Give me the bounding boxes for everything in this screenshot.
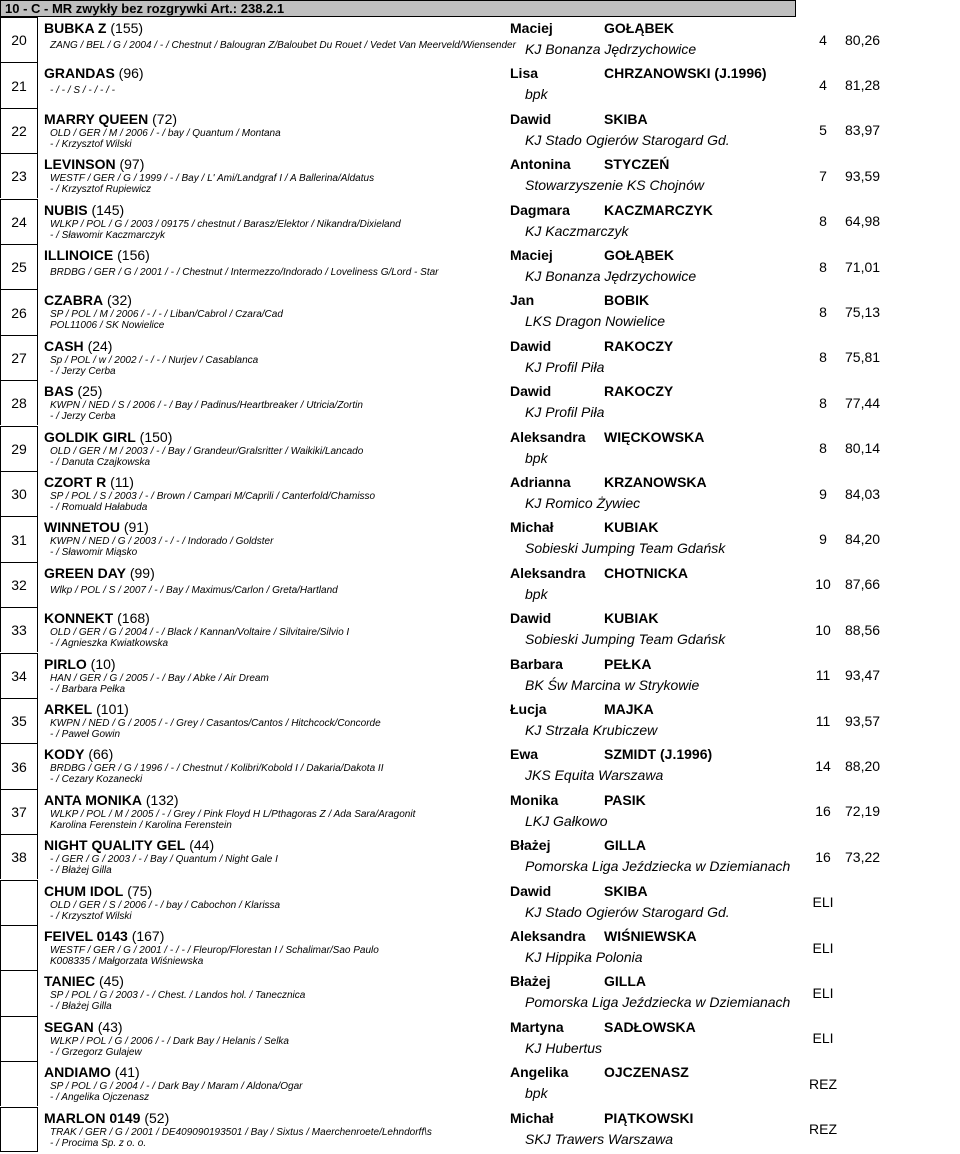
horse-owner: - / Grzegorz Gulajew [50,1046,142,1058]
result-row [0,880,960,925]
place-cell: 30 [0,471,38,516]
rider-first-name: Dawid [510,110,552,127]
horse-name [44,111,177,127]
result-row [0,1061,960,1106]
horse-number: (10) [90,655,116,672]
rider-first-name: Jan [510,292,535,309]
result-row [0,289,960,334]
horse-number: (97) [119,156,145,173]
horse-name [44,20,143,36]
horse-name [44,156,144,172]
horse-number: (25) [77,383,103,400]
horse-details: OLD / GER / M / 2003 / - / Bay / Grandeur/Gralsritter / Waikiki/Lancado [50,445,364,457]
horse-details: OLD / GER / M / 2006 / - / bay / Quantum / Montana [50,127,281,139]
rider-club: KJ Strzała Krubiczew [525,722,658,738]
horse-details: Sp / POL / w / 2002 / - / - / Nurjev / Casablanca [50,354,259,366]
horse-name [44,701,129,717]
rider-club: KJ Hubertus [525,1039,603,1056]
rider-club: KJ Bonanza Jędrzychowice [525,41,697,57]
horse-number: (101) [96,701,129,717]
rider-first-name: Błażej [510,973,551,990]
time-cell: 73,22 [845,848,881,865]
horse-number: (44) [189,837,215,854]
horse-title: GREEN DAY [44,564,126,581]
horse-details: SP / POL / G / 2004 / - / Dark Bay / Maram / Aldona/Ogar [50,1081,303,1093]
place-cell: 24 [0,199,38,244]
horse-title: NIGHT QUALITY GEL [44,837,186,854]
penalty-cell: 4 [819,31,827,48]
horse-title: PIRLO [44,655,87,672]
rider-last-name: MAJKA [604,701,654,717]
result-row [0,380,960,425]
rider-club: Pomorska Liga Jeździecka w Dziemianach [525,994,791,1011]
time-cell: 93,59 [845,167,881,184]
horse-title: CASH [44,337,84,354]
horse-number: (72) [152,110,178,127]
place-cell: 22 [0,108,38,153]
horse-owner: - / Błażej Gilla [50,1001,112,1013]
horse-owner: - / Sławomir Kaczmarczyk [50,229,166,241]
place-cell: 27 [0,335,38,380]
rider-first-name: Lisa [510,65,539,82]
horse-name [44,792,179,808]
horse-owner: - / Błażej Gilla [50,865,112,877]
horse-title: NUBIS [44,201,88,218]
result-row [0,743,960,788]
rider-club: KJ Bonanza Jędrzychowice [525,268,697,284]
horse-details: BRDBG / GER / G / 1996 / - / Chestnut / Kolibri/Kobold I / Dakaria/Dakota II [50,763,384,775]
place-cell: 28 [0,380,38,425]
horse-title: GOLDIK GIRL [44,428,136,445]
time-cell: 83,97 [845,122,881,139]
horse-title: KODY [44,746,85,763]
horse-details: WESTF / GER / G / 1999 / - / Bay / L' Ami/Landgraf I / A Ballerina/Aldatus [50,173,375,185]
rider-first-name: Aleksandra [510,928,586,944]
rider-last-name: CHRZANOWSKI (J.1996) [604,65,767,82]
penalty-cell: 7 [819,167,827,184]
rider-club: Sobieski Jumping Team Gdańsk [525,540,726,557]
rider-club: bpk [525,1085,548,1102]
rider-first-name: Monika [510,791,559,808]
horse-title: FEIVEL 0143 [44,928,128,944]
horse-owner: - / Angelika Ojczenasz [50,1092,150,1104]
rider-first-name: Dawid [510,610,552,627]
rider-last-name: OJCZENASZ [604,1064,689,1081]
rider-first-name: Dawid [510,882,552,899]
rider-first-name: Dawid [510,383,552,400]
horse-details: WESTF / GER / G / 2001 / - / - / Fleurop/Florestan I / Schalimar/Sao Paulo [50,945,379,956]
horse-title: BAS [44,383,74,400]
horse-title: CZABRA [44,292,104,309]
place-cell: 32 [0,562,38,607]
rider-last-name: SKIBA [604,882,648,899]
rider-club: KJ Kaczmarczyk [525,222,629,239]
penalty-cell: 8 [819,213,827,230]
place-cell: 36 [0,743,38,788]
horse-number: (43) [97,1018,123,1035]
rider-club: Stowarzyszenie KS Chojnów [525,177,704,194]
horse-details: SP / POL / M / 2006 / - / - / Liban/Cabrol / Czara/Cad [50,309,283,321]
horse-name [44,519,149,535]
time-cell: 77,44 [845,394,881,411]
horse-details: SP / POL / S / 2003 / - / Brown / Campari M/Caprili / Canterfold/Chamisso [50,491,376,502]
horse-title: CZORT R [44,474,107,490]
horse-number: (91) [123,519,149,536]
horse-number: (145) [91,201,125,218]
horse-number: (41) [114,1064,140,1081]
horse-details: ZANG / BEL / G / 2004 / - / Chestnut / Balougran Z/Baloubet Du Rouet / Vedet Van Meerveld/Wiensender [50,40,516,51]
penalty-cell: 8 [819,258,827,275]
horse-owner: K008335 / Małgorzata Wiśniewska [50,956,204,967]
time-cell: 88,56 [845,621,881,638]
rider-last-name: GOŁĄBEK [604,247,674,263]
rider-last-name: KACZMARCZYK [604,201,713,218]
rider-last-name: WIŚNIEWSKA [604,928,697,944]
result-row [0,653,960,698]
rider-club: Sobieski Jumping Team Gdańsk [525,631,726,648]
rider-last-name: KUBIAK [604,519,659,536]
time-cell: 75,13 [845,304,881,321]
result-row [0,562,960,607]
place-cell: 33 [0,607,38,652]
horse-owner: - / Krzysztof Wilski [50,910,132,922]
rider-club: LKS Dragon Nowielice [525,313,666,330]
horse-title: LEVINSON [44,156,116,173]
time-cell: 71,01 [845,258,881,275]
rider-club: SKJ Trawers Warszawa [525,1130,674,1147]
penalty-cell: 11 [815,712,831,729]
horse-details: TRAK / GER / G / 2001 / DE409090193501 / Bay / Sixtus / Maerchenroete/Lehndorff\s [50,1126,432,1138]
rider-first-name: Dagmara [510,201,570,218]
result-row [0,789,960,834]
rider-last-name: KUBIAK [604,610,659,627]
penalty-cell: 16 [815,848,831,865]
penalty-cell: 10 [815,576,831,593]
rider-last-name: SZMIDT (J.1996) [604,746,713,763]
horse-owner: Karolina Ferenstein / Karolina Ferenstein [50,819,232,831]
horse-number: (96) [118,65,144,82]
results-table [0,17,960,1154]
horse-details: KWPN / NED / G / 2005 / - / Grey / Casantos/Cantos / Hitchcock/Concorde [50,718,381,729]
horse-title: ANTA MONIKA [44,791,142,808]
rider-first-name: Aleksandra [510,564,586,581]
horse-number: (168) [117,610,150,627]
result-row [0,607,960,652]
horse-number: (45) [98,973,124,990]
penalty-cell: 8 [819,304,827,321]
place-cell [0,880,38,925]
horse-details: WLKP / POL / G / 2006 / - / Dark Bay / Helanis / Selka [50,1035,289,1047]
result-row [0,108,960,153]
time-cell: 88,20 [845,758,881,775]
horse-number: (32) [107,292,132,309]
horse-number: (155) [110,20,144,36]
horse-name [44,383,102,399]
horse-number: (150) [139,428,173,445]
penalty-cell: 11 [815,667,831,684]
horse-name [44,429,172,445]
horse-number: (75) [127,882,153,899]
penalty-cell: 9 [819,485,827,502]
place-cell [0,970,38,1015]
result-row [0,199,960,244]
rider-first-name: Dawid [510,337,552,354]
horse-name [44,565,155,581]
place-cell [0,1061,38,1106]
place-cell: 34 [0,653,38,698]
rider-club: Pomorska Liga Jeździecka w Dziemianach [525,858,791,875]
penalty-cell: 8 [819,394,827,411]
rider-first-name: Łucja [510,701,547,717]
rider-first-name: Maciej [510,247,553,263]
result-row [0,335,960,380]
time-cell: 64,98 [845,213,881,230]
status-cell: REZ [809,1075,837,1092]
horse-name [44,928,164,944]
place-cell [0,925,38,970]
results-header: 10 - C - MR zwykły bez rozgrywki Art.: 238.2.1 [0,0,796,17]
horse-details: KWPN / NED / S / 2006 / - / Bay / Padinus/Heartbreaker / Utricia/Zortin [50,400,363,412]
place-cell: 31 [0,516,38,561]
horse-name [44,65,144,81]
place-cell [0,1107,38,1152]
status-cell: ELI [812,894,834,911]
horse-title: ILLINOICE [44,247,114,263]
horse-title: MARRY QUEEN [44,110,149,127]
rider-first-name: Barbara [510,655,563,672]
status-cell: ELI [812,1030,834,1047]
horse-number: (132) [145,791,179,808]
rider-last-name: GILLA [604,973,646,990]
rider-first-name: Angelika [510,1064,569,1081]
result-row [0,834,960,879]
horse-name [44,338,112,354]
penalty-cell: 4 [819,77,827,94]
horse-owner: - / Procima Sp. z o. o. [50,1137,147,1149]
rider-last-name: PIĄTKOWSKI [604,1109,694,1126]
rider-club: JKS Equita Warszawa [525,767,664,784]
result-row [0,516,960,561]
rider-club: LKJ Gałkowo [525,812,608,829]
rider-first-name: Martyna [510,1018,564,1035]
horse-details: Wlkp / POL / S / 2007 / - / Bay / Maximus/Carlon / Greta/Hartland [50,584,338,596]
result-row [0,62,960,107]
rider-last-name: STYCZEŃ [604,156,670,173]
place-cell: 25 [0,244,38,289]
horse-name [44,247,150,263]
penalty-cell: 14 [815,758,831,775]
rider-last-name: GILLA [604,837,646,854]
horse-title: SEGAN [44,1018,94,1035]
result-row [0,244,960,289]
rider-last-name: PEŁKA [604,655,652,672]
place-cell: 26 [0,289,38,334]
penalty-cell: 5 [819,122,827,139]
rider-club: KJ Profil Piła [525,404,605,421]
horse-name [44,1110,169,1126]
horse-details: HAN / GER / G / 2005 / - / Bay / Abke / Air Dream [50,672,269,684]
horse-number: (156) [117,247,150,263]
place-cell: 21 [0,62,38,107]
result-row [0,925,960,970]
horse-title: WINNETOU [44,519,120,536]
penalty-cell: 8 [819,440,827,457]
rider-last-name: SKIBA [604,110,648,127]
place-cell: 35 [0,698,38,743]
result-row [0,426,960,471]
horse-name [44,610,150,626]
horse-title: CHUM IDOL [44,882,124,899]
horse-owner: - / Krzysztof Rupiewicz [50,184,152,196]
time-cell: 84,03 [845,485,881,502]
result-row [0,1107,960,1152]
rider-first-name: Antonina [510,156,571,173]
time-cell: 75,81 [845,349,881,366]
rider-first-name: Michał [510,519,554,536]
horse-details: SP / POL / G / 2003 / - / Chest. / Landos hol. / Tanecznica [50,990,306,1002]
time-cell: 80,26 [845,31,881,48]
rider-last-name: RAKOCZY [604,383,674,400]
rider-club: KJ Hippika Polonia [525,949,643,965]
place-cell: 23 [0,153,38,198]
place-cell: 29 [0,426,38,471]
rider-club: bpk [525,86,548,103]
horse-title: MARLON 0149 [44,1109,141,1126]
rider-last-name: SADŁOWSKA [604,1018,696,1035]
rider-last-name: PASIK [604,791,646,808]
rider-club: KJ Profil Piła [525,358,605,375]
horse-details: BRDBG / GER / G / 2001 / - / Chestnut / Intermezzo/Indorado / Loveliness G/Lord - Star [50,267,439,278]
result-row [0,1016,960,1061]
horse-owner: POL11006 / SK Nowielice [50,320,165,332]
result-row [0,970,960,1015]
rider-first-name: Ewa [510,746,539,763]
horse-details: - / - / S / - / - / - [50,85,115,97]
horse-owner: - / Jerzy Cerba [50,411,116,423]
horse-title: KONNEKT [44,610,114,627]
rider-club: KJ Romico Żywiec [525,495,641,511]
time-cell: 84,20 [845,531,881,548]
horse-number: (66) [88,746,114,763]
penalty-cell: 8 [819,349,827,366]
horse-name [44,656,116,672]
horse-name [44,837,214,853]
horse-owner: - / Sławomir Miąsko [50,547,138,559]
horse-name [44,1064,140,1080]
status-cell: ELI [812,985,834,1002]
rider-first-name: Maciej [510,20,553,36]
horse-details: OLD / GER / G / 2004 / - / Black / Kannan/Voltaire / Silvitaire/Silvio I [50,627,350,639]
rider-first-name: Błażej [510,837,551,854]
time-cell: 72,19 [845,803,881,820]
horse-number: (24) [87,337,113,354]
horse-details: WLKP / POL / G / 2003 / 09175 / chestnut / Barasz/Elektor / Nikandra/Dixieland [50,218,401,230]
horse-details: WLKP / POL / M / 2005 / - / Grey / Pink Floyd H L/Pthagoras Z / Ada Sara/Aragonit [50,808,416,820]
horse-title: TANIEC [44,973,96,990]
rider-last-name: GOŁĄBEK [604,20,674,36]
horse-owner: - / Jerzy Cerba [50,365,116,377]
place-cell: 37 [0,789,38,834]
rider-last-name: WIĘCKOWSKA [604,428,705,445]
rider-club: KJ Stado Ogierów Starogard Gd. [525,903,730,920]
rider-first-name: Michał [510,1109,554,1126]
rider-club: KJ Stado Ogierów Starogard Gd. [525,131,730,148]
rider-club: bpk [525,585,548,602]
time-cell: 80,14 [845,440,881,457]
horse-details: KWPN / NED / G / 2003 / - / - / Indorado / Goldster [50,536,274,548]
horse-owner: - / Barbara Pełka [50,683,126,695]
horse-details: - / GER / G / 2003 / - / Bay / Quantum / Night Gale I [50,854,278,866]
rider-last-name: RAKOCZY [604,337,674,354]
horse-name [44,746,113,762]
rider-last-name: BOBIK [604,292,650,309]
horse-title: ARKEL [44,701,93,717]
horse-name [44,474,134,490]
result-row [0,153,960,198]
time-cell: 87,66 [845,576,881,593]
horse-owner: - / Agnieszka Kwiatkowska [50,638,169,650]
horse-title: GRANDAS [44,65,115,82]
horse-title: BUBKA Z [44,20,107,36]
rider-first-name: Aleksandra [510,428,586,445]
horse-number: (52) [144,1109,170,1126]
rider-last-name: KRZANOWSKA [604,474,707,490]
rider-first-name: Adrianna [510,474,571,490]
rider-club: bpk [525,449,548,466]
status-cell: REZ [809,1121,837,1138]
horse-name [44,1019,123,1035]
result-row [0,698,960,743]
horse-number: (99) [129,564,155,581]
time-cell: 81,28 [845,77,881,94]
horse-owner: - / Krzysztof Wilski [50,138,132,150]
place-cell [0,1016,38,1061]
horse-name [44,883,152,899]
result-row [0,471,960,516]
horse-name [44,202,124,218]
horse-owner: - / Paweł Gowin [50,729,121,740]
horse-name [44,292,132,308]
horse-number: (167) [131,928,165,944]
horse-number: (11) [110,474,134,490]
horse-owner: - / Romuald Hałabuda [50,502,148,513]
place-cell: 20 [0,17,38,62]
horse-owner: - / Danuta Czajkowska [50,456,151,468]
rider-last-name: CHOTNICKA [604,564,688,581]
horse-details: OLD / GER / S / 2006 / - / bay / Cabochon / Klarissa [50,899,281,911]
penalty-cell: 10 [815,621,831,638]
result-row [0,17,960,62]
rider-club: BK Św Marcina w Strykowie [525,676,700,693]
time-cell: 93,57 [845,712,881,729]
horse-name [44,973,124,989]
penalty-cell: 9 [819,531,827,548]
time-cell: 93,47 [845,667,881,684]
status-cell: ELI [812,939,834,956]
horse-owner: - / Cezary Kozanecki [50,774,143,786]
horse-title: ANDIAMO [44,1064,111,1081]
penalty-cell: 16 [815,803,831,820]
place-cell: 38 [0,834,38,879]
